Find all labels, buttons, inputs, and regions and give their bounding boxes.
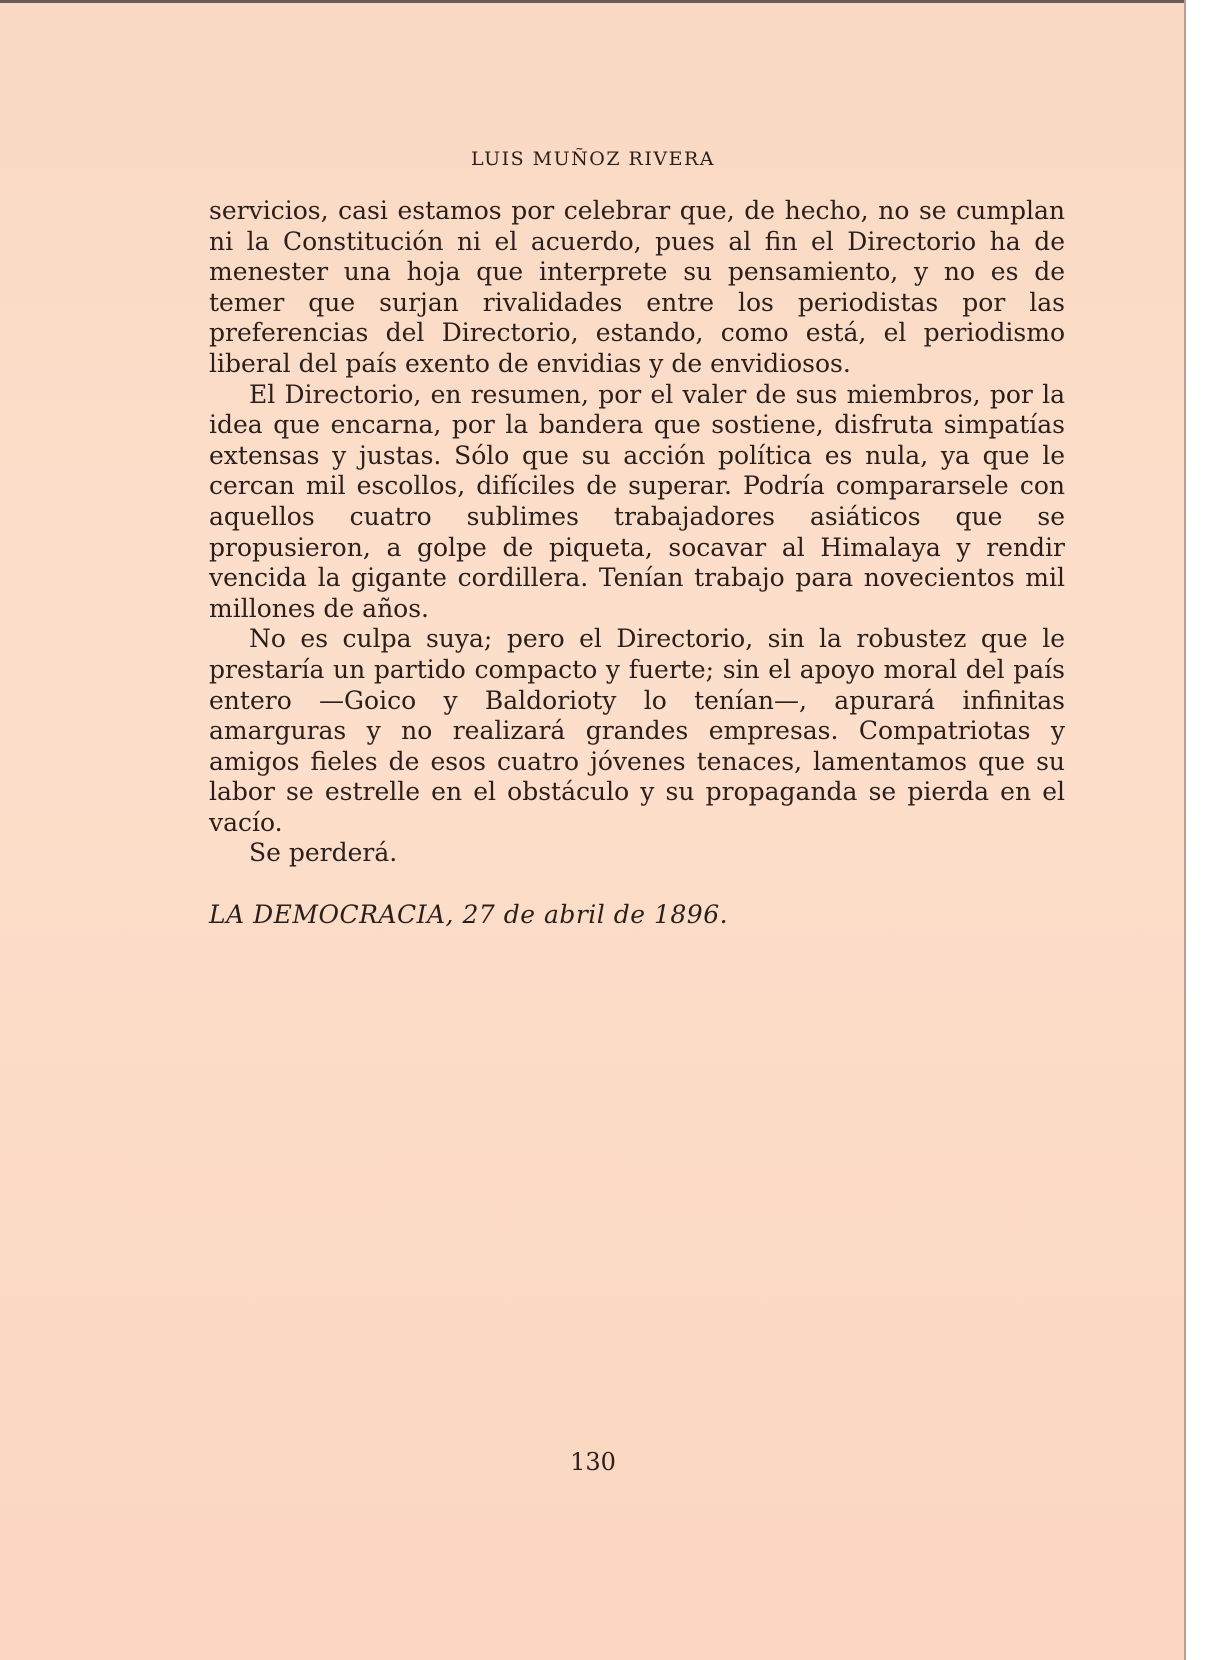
paragraph-2: El Directorio, en resumen, por el valer de sus miembros, por la idea que encarna, por la bandera que sostiene, disfruta simpatías extensas y justas. Sólo que su acción política es nula, ya que le cercan mil escollos, difíciles de superar. Podría compararsele con aquellos cuatro sublimes trabajadores asiáticos que se propusieron, a golpe de piqueta, socavar al Himalaya y rendir vencida la gigante cordillera. Tenían trabajo para novecientos mil millones de años.: [209, 379, 1065, 623]
running-header: LUIS MUÑOZ RIVERA: [471, 148, 715, 170]
article-body: [209, 196, 1065, 869]
paragraph-4: Se perderá.: [249, 838, 398, 868]
paragraph-3: No es culpa suya; pero el Directorio, sin la robustez que le prestaría un partido compacto y fuerte; sin el apoyo moral del país entero —Goico y Baldorioty lo tenían—, apurará infinitas amarguras y no realizará grandes empresas. Compatriotas y amigos fieles de esos cuatro jóvenes tenaces, lamentamos que su labor se estrelle en el obstáculo y su propaganda se pierda en el vacío.: [209, 624, 1065, 837]
source-citation: LA DEMOCRACIA, 27 de abril de 1896.: [209, 900, 729, 929]
page-number: 130: [570, 1448, 616, 1476]
paragraph-1: servicios, casi estamos por celebrar que, de hecho, no se cumplan ni la Constitución ni el acuerdo, pues al fin el Directorio ha de menester una hoja que interprete su pensamiento, y no es de temer que surjan rivalidades entre los periodistas por las preferencias del Directorio, estando, como está, el periodismo liberal del país exento de envidias y de envidiosos.: [209, 196, 1065, 378]
